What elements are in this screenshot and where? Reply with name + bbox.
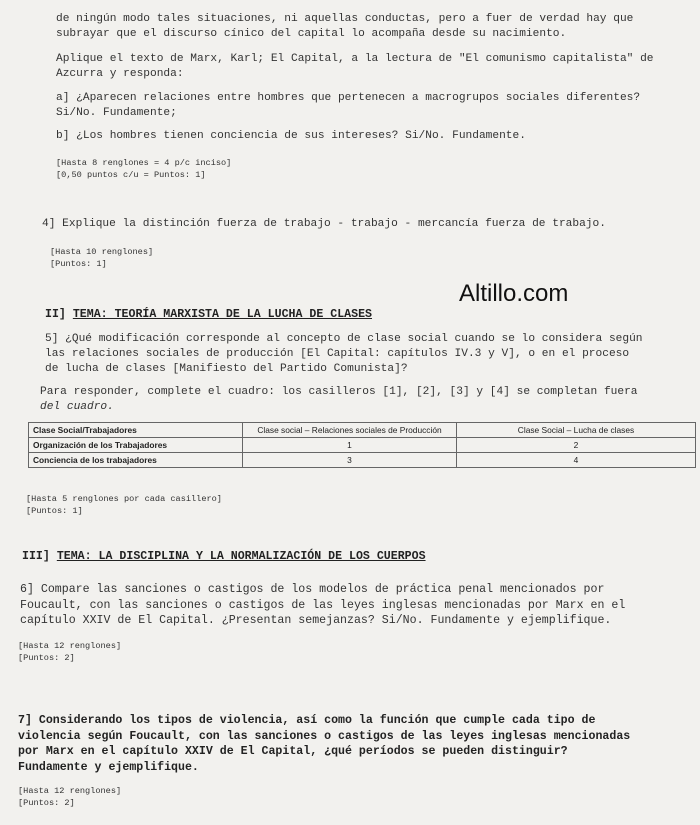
question-5-instructions xyxy=(40,385,670,415)
question-6-notes xyxy=(18,640,121,664)
question-7-note-lines: [Hasta 12 renglones] xyxy=(18,786,122,796)
question-7 xyxy=(18,713,684,775)
question-6-note-lines: [Hasta 12 renglones] xyxy=(18,641,122,651)
question-5-line-2: las relaciones sociales de producción [El Capital: capítulos IV.3 y V], o en el proceso xyxy=(45,348,630,360)
table-row xyxy=(29,453,696,468)
table-header-row xyxy=(29,423,696,438)
subquestion-a-line-1: a] ¿Aparecen relaciones entre hombres que pertenecen a macrogrupos sociales diferentes? xyxy=(56,92,641,104)
marx-question-notes xyxy=(56,157,231,181)
question-5-notes xyxy=(26,493,222,517)
question-5 xyxy=(45,332,665,377)
marx-note-lines: [Hasta 8 renglones = 4 p/c inciso] xyxy=(56,158,232,168)
question-7-line-1: 7] Considerando los tipos de violencia, así como la función que cumple cada tipo de xyxy=(18,714,596,727)
question-4-text: 4] Explique la distinción fuerza de trabajo - trabajo - mercancía fuerza de trabajo. xyxy=(42,218,606,230)
question-7-line-3: por Marx en el capítulo XXIV de El Capital, ¿qué períodos se pueden distinguir? xyxy=(18,745,568,758)
table-header-class: Clase Social/Trabajadores xyxy=(29,423,243,438)
table-header-production: Clase social – Relaciones sociales de Producción xyxy=(243,423,457,438)
question-4 xyxy=(42,217,662,232)
question-5-note-points: [Puntos: 1] xyxy=(26,506,83,516)
row-label-consciousness: Conciencia de los trabajadores xyxy=(29,453,243,468)
cell-2: 2 xyxy=(457,438,696,453)
section-2-number: II] xyxy=(45,308,66,321)
instructions-line-1: Para responder, complete el cuadro: los casilleros [1], [2], [3] y [4] se completan fuera xyxy=(40,386,638,398)
cell-1: 1 xyxy=(243,438,457,453)
question-7-notes xyxy=(18,785,121,809)
section-3-title: TEMA: LA DISCIPLINA Y LA NORMALIZACIÓN DE LOS CUERPOS xyxy=(56,550,426,563)
table-row xyxy=(29,438,696,453)
section-2-heading xyxy=(45,307,372,322)
question-4-note-lines: [Hasta 10 renglones] xyxy=(50,247,154,257)
row-label-organization: Organización de los Trabajadores xyxy=(29,438,243,453)
marx-question-line-2: Azcurra y responda: xyxy=(56,68,184,80)
cell-3: 3 xyxy=(243,453,457,468)
question-5-note-lines: [Hasta 5 renglones por cada casillero] xyxy=(26,494,222,504)
question-6-line-2: Foucault, con las sanciones o castigos de las leyes inglesas mencionadas por Marx en el xyxy=(20,598,626,612)
marx-subquestion-b xyxy=(56,129,656,144)
class-comparison-table xyxy=(28,422,696,468)
question-7-line-4: Fundamente y ejemplifique. xyxy=(18,760,199,774)
intro-text xyxy=(56,12,656,42)
question-5-line-3: de lucha de clases [Manifiesto del Partido Comunista]? xyxy=(45,363,408,375)
question-6-line-1: 6] Compare las sanciones o castigos de los modelos de práctica penal mencionados por xyxy=(20,583,605,596)
question-4-notes xyxy=(50,246,153,270)
marx-question-line-1: Aplique el texto de Marx, Karl; El Capital, a la lectura de "El comunismo capitalista" de xyxy=(56,53,654,65)
instructions-line-2: del cuadro. xyxy=(40,401,114,413)
marx-note-points: [0,50 puntos c/u = Puntos: 1] xyxy=(56,170,206,180)
altillo-watermark: Altillo.com xyxy=(459,280,569,307)
question-6 xyxy=(20,582,684,629)
subquestion-b-line-1: b] ¿Los hombres tienen conciencia de sus intereses? Si/No. Fundamente. xyxy=(56,130,526,142)
subquestion-a-line-2: Si/No. Fundamente; xyxy=(56,107,177,119)
question-5-line-1: 5] ¿Qué modificación corresponde al concepto de clase social cuando se lo considera según xyxy=(45,333,643,345)
section-3-number: III] xyxy=(22,550,50,563)
cell-4: 4 xyxy=(457,453,696,468)
marx-subquestion-a xyxy=(56,91,656,121)
question-7-line-2: violencia según Foucault, con las sanciones o castigos de las leyes inglesas mencionadas xyxy=(18,729,631,743)
section-3-heading xyxy=(22,549,426,564)
table-header-struggle: Clase Social – Lucha de clases xyxy=(457,423,696,438)
question-6-note-points: [Puntos: 2] xyxy=(18,653,75,663)
question-4-note-points: [Puntos: 1] xyxy=(50,259,107,269)
intro-line-1: de ningún modo tales situaciones, ni aquellas conductas, pero a fuer de verdad hay que xyxy=(56,13,634,25)
question-7-note-points: [Puntos: 2] xyxy=(18,798,75,808)
question-6-line-3: capítulo XXIV de El Capital. ¿Presentan semejanzas? Si/No. Fundamente y ejemplifique. xyxy=(20,614,612,627)
marx-question xyxy=(56,52,656,82)
section-2-title: TEMA: TEORÍA MARXISTA DE LA LUCHA DE CLASES xyxy=(72,308,373,321)
intro-line-2: subrayar que el discurso cínico del capital lo acompaña desde su nacimiento. xyxy=(56,28,567,40)
